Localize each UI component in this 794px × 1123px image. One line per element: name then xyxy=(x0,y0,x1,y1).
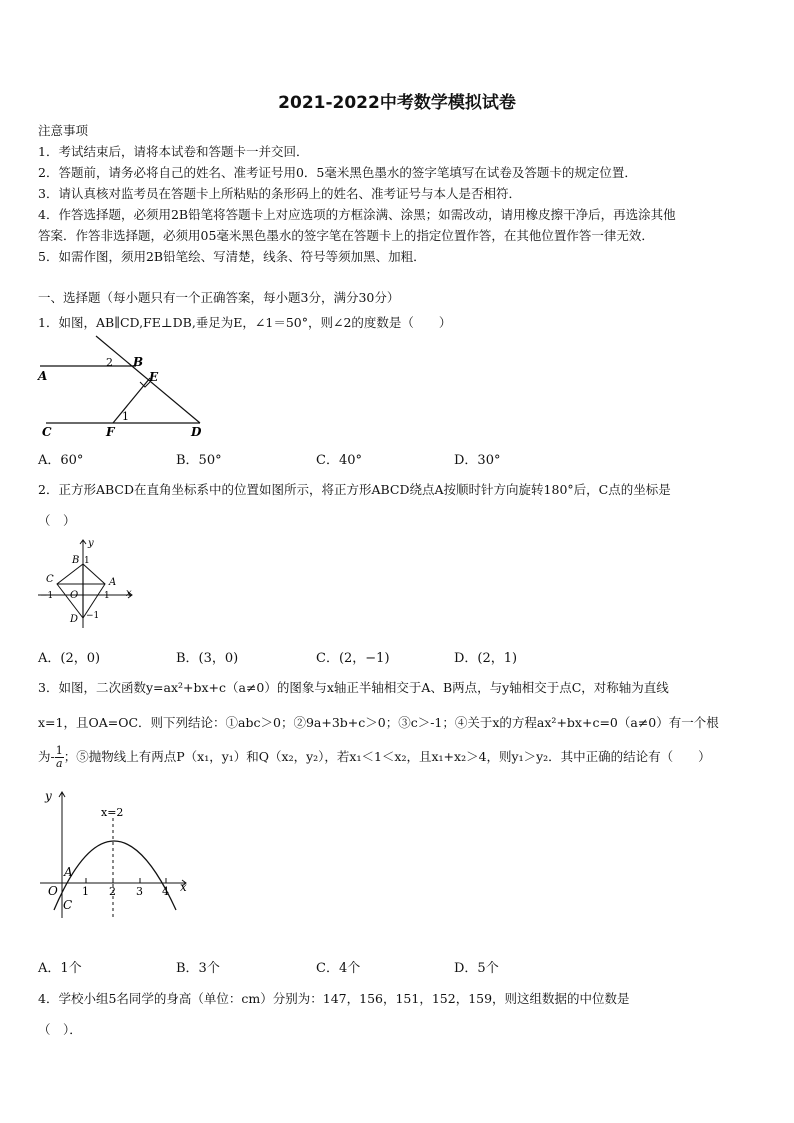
label-E: E xyxy=(149,370,159,384)
option-a[interactable]: A．(2，0) xyxy=(38,651,101,666)
label-B: B xyxy=(133,355,144,369)
tick-y-neg1: −1 xyxy=(86,611,100,621)
question-3-rest: ；⑤抛物线上有两点P（x₁，y₁）和Q（x₂，y₂），若x₁＜1＜x₂，且x₁+x₂＞4，则y₁＞y₂．其中正确的结论有（ ） xyxy=(63,749,711,764)
tick-1: 1 xyxy=(82,885,89,898)
question-2-paren: （ ） xyxy=(38,513,76,528)
question-3-line-2: x=1，且OA=OC．则下列结论：①abc＞0；②9a+3b+c＞0；③c＞-1；④关于x的方程ax²+bx+c=0（a≠0）有一个根 xyxy=(38,715,719,730)
option-b[interactable]: B．3个 xyxy=(176,961,220,976)
axis-y-label: y xyxy=(45,789,52,803)
label-O: O xyxy=(48,884,58,898)
option-b[interactable]: B．50° xyxy=(176,453,222,468)
notice-item: 5．如需作图，须用2B铅笔绘、写清楚，线条、符号等须加黑、加粗． xyxy=(38,249,426,264)
tick-4: 4 xyxy=(162,885,169,898)
label-C: C xyxy=(46,574,54,585)
question-3-prefix: 为- xyxy=(38,749,55,764)
notice-item: 答案．作答非选择题，必须用05毫米黑色墨水的签字笔在答题卡上的指定位置作答，在其他位置作答一律无效． xyxy=(38,228,654,243)
angle-1-label: 1 xyxy=(122,410,129,423)
option-c[interactable]: C．(2，−1) xyxy=(316,651,390,666)
notice-item: 4．作答选择题，必须用2B铅笔将答题卡上对应选项的方框涂满、涂黑；如需改动，请用橡皮擦干净后，再选涂其他 xyxy=(38,207,676,222)
question-3-line-3 xyxy=(38,745,711,770)
question-2-figure xyxy=(36,536,140,632)
axis-x-label: x xyxy=(126,588,132,599)
label-A: A xyxy=(38,369,48,383)
label-D: D xyxy=(70,614,79,625)
label-A: A xyxy=(109,577,117,588)
option-a[interactable]: A．60° xyxy=(38,453,84,468)
question-2-stem: 2．正方形ABCD在直角坐标系中的位置如图所示，将正方形ABCD绕点A按顺时针方向旋转180°后，C点的坐标是 xyxy=(38,482,671,497)
tick-2: 2 xyxy=(109,885,116,898)
question-4-stem: 4．学校小组5名同学的身高（单位：cm）分别为：147，156，151，152，159，则这组数据的中位数是 xyxy=(38,991,630,1006)
tick-x-neg1: −1 xyxy=(40,591,54,601)
question-1-stem: 1．如图，AB∥CD,FE⊥DB,垂足为E，∠1＝50°，则∠2的度数是（ ） xyxy=(38,315,452,330)
label-C: C xyxy=(42,425,52,439)
option-d[interactable]: D．30° xyxy=(454,453,501,468)
option-d[interactable]: D．(2，1) xyxy=(454,651,518,666)
axis-y-label: y xyxy=(88,538,94,549)
label-A: A xyxy=(64,865,73,879)
page-title: 2021-2022中考数学模拟试卷 xyxy=(278,93,516,113)
section-heading: 一、选择题（每小题只有一个正确答案，每小题3分，满分30分） xyxy=(38,290,400,305)
axis-x-label: x xyxy=(180,880,187,894)
angle-2-label: 2 xyxy=(106,356,113,369)
fraction-one-over-a: $\frac{1}{a}$ xyxy=(55,744,63,770)
label-D: D xyxy=(191,425,202,439)
option-c[interactable]: C．40° xyxy=(316,453,362,468)
question-3-figure xyxy=(36,788,192,922)
tick-3: 3 xyxy=(136,885,143,898)
notice-item: 1．考试结束后，请将本试卷和答题卡一并交回． xyxy=(38,144,309,159)
notice-item: 2．答题前，请务必将自己的姓名、准考证号用0．5毫米黑色墨水的签字笔填写在试卷及答题卡的规定位置． xyxy=(38,165,637,180)
option-c[interactable]: C．4个 xyxy=(316,961,361,976)
option-a[interactable]: A．1个 xyxy=(38,961,82,976)
option-b[interactable]: B．(3，0) xyxy=(176,651,239,666)
question-4-paren: （ ）． xyxy=(38,1022,82,1037)
question-3-line-1: 3．如图，二次函数y=ax²+bx+c（a≠0）的图象与x轴正半轴相交于A、B两点，与y轴相交于点C，对称轴为直线 xyxy=(38,680,669,695)
label-O: O xyxy=(70,590,79,601)
question-1-figure xyxy=(36,334,216,442)
tick-x-1: 1 xyxy=(104,591,110,601)
label-C: C xyxy=(63,898,73,912)
symmetry-axis-label: x=2 xyxy=(101,806,124,819)
label-B: B xyxy=(72,555,80,566)
notice-item: 3．请认真核对监考员在答题卡上所粘贴的条形码上的姓名、准考证号与本人是否相符． xyxy=(38,186,521,201)
label-F: F xyxy=(106,425,115,439)
notice-heading: 注意事项 xyxy=(38,123,89,138)
tick-y-1: 1 xyxy=(84,556,90,566)
option-d[interactable]: D．5个 xyxy=(454,961,499,976)
